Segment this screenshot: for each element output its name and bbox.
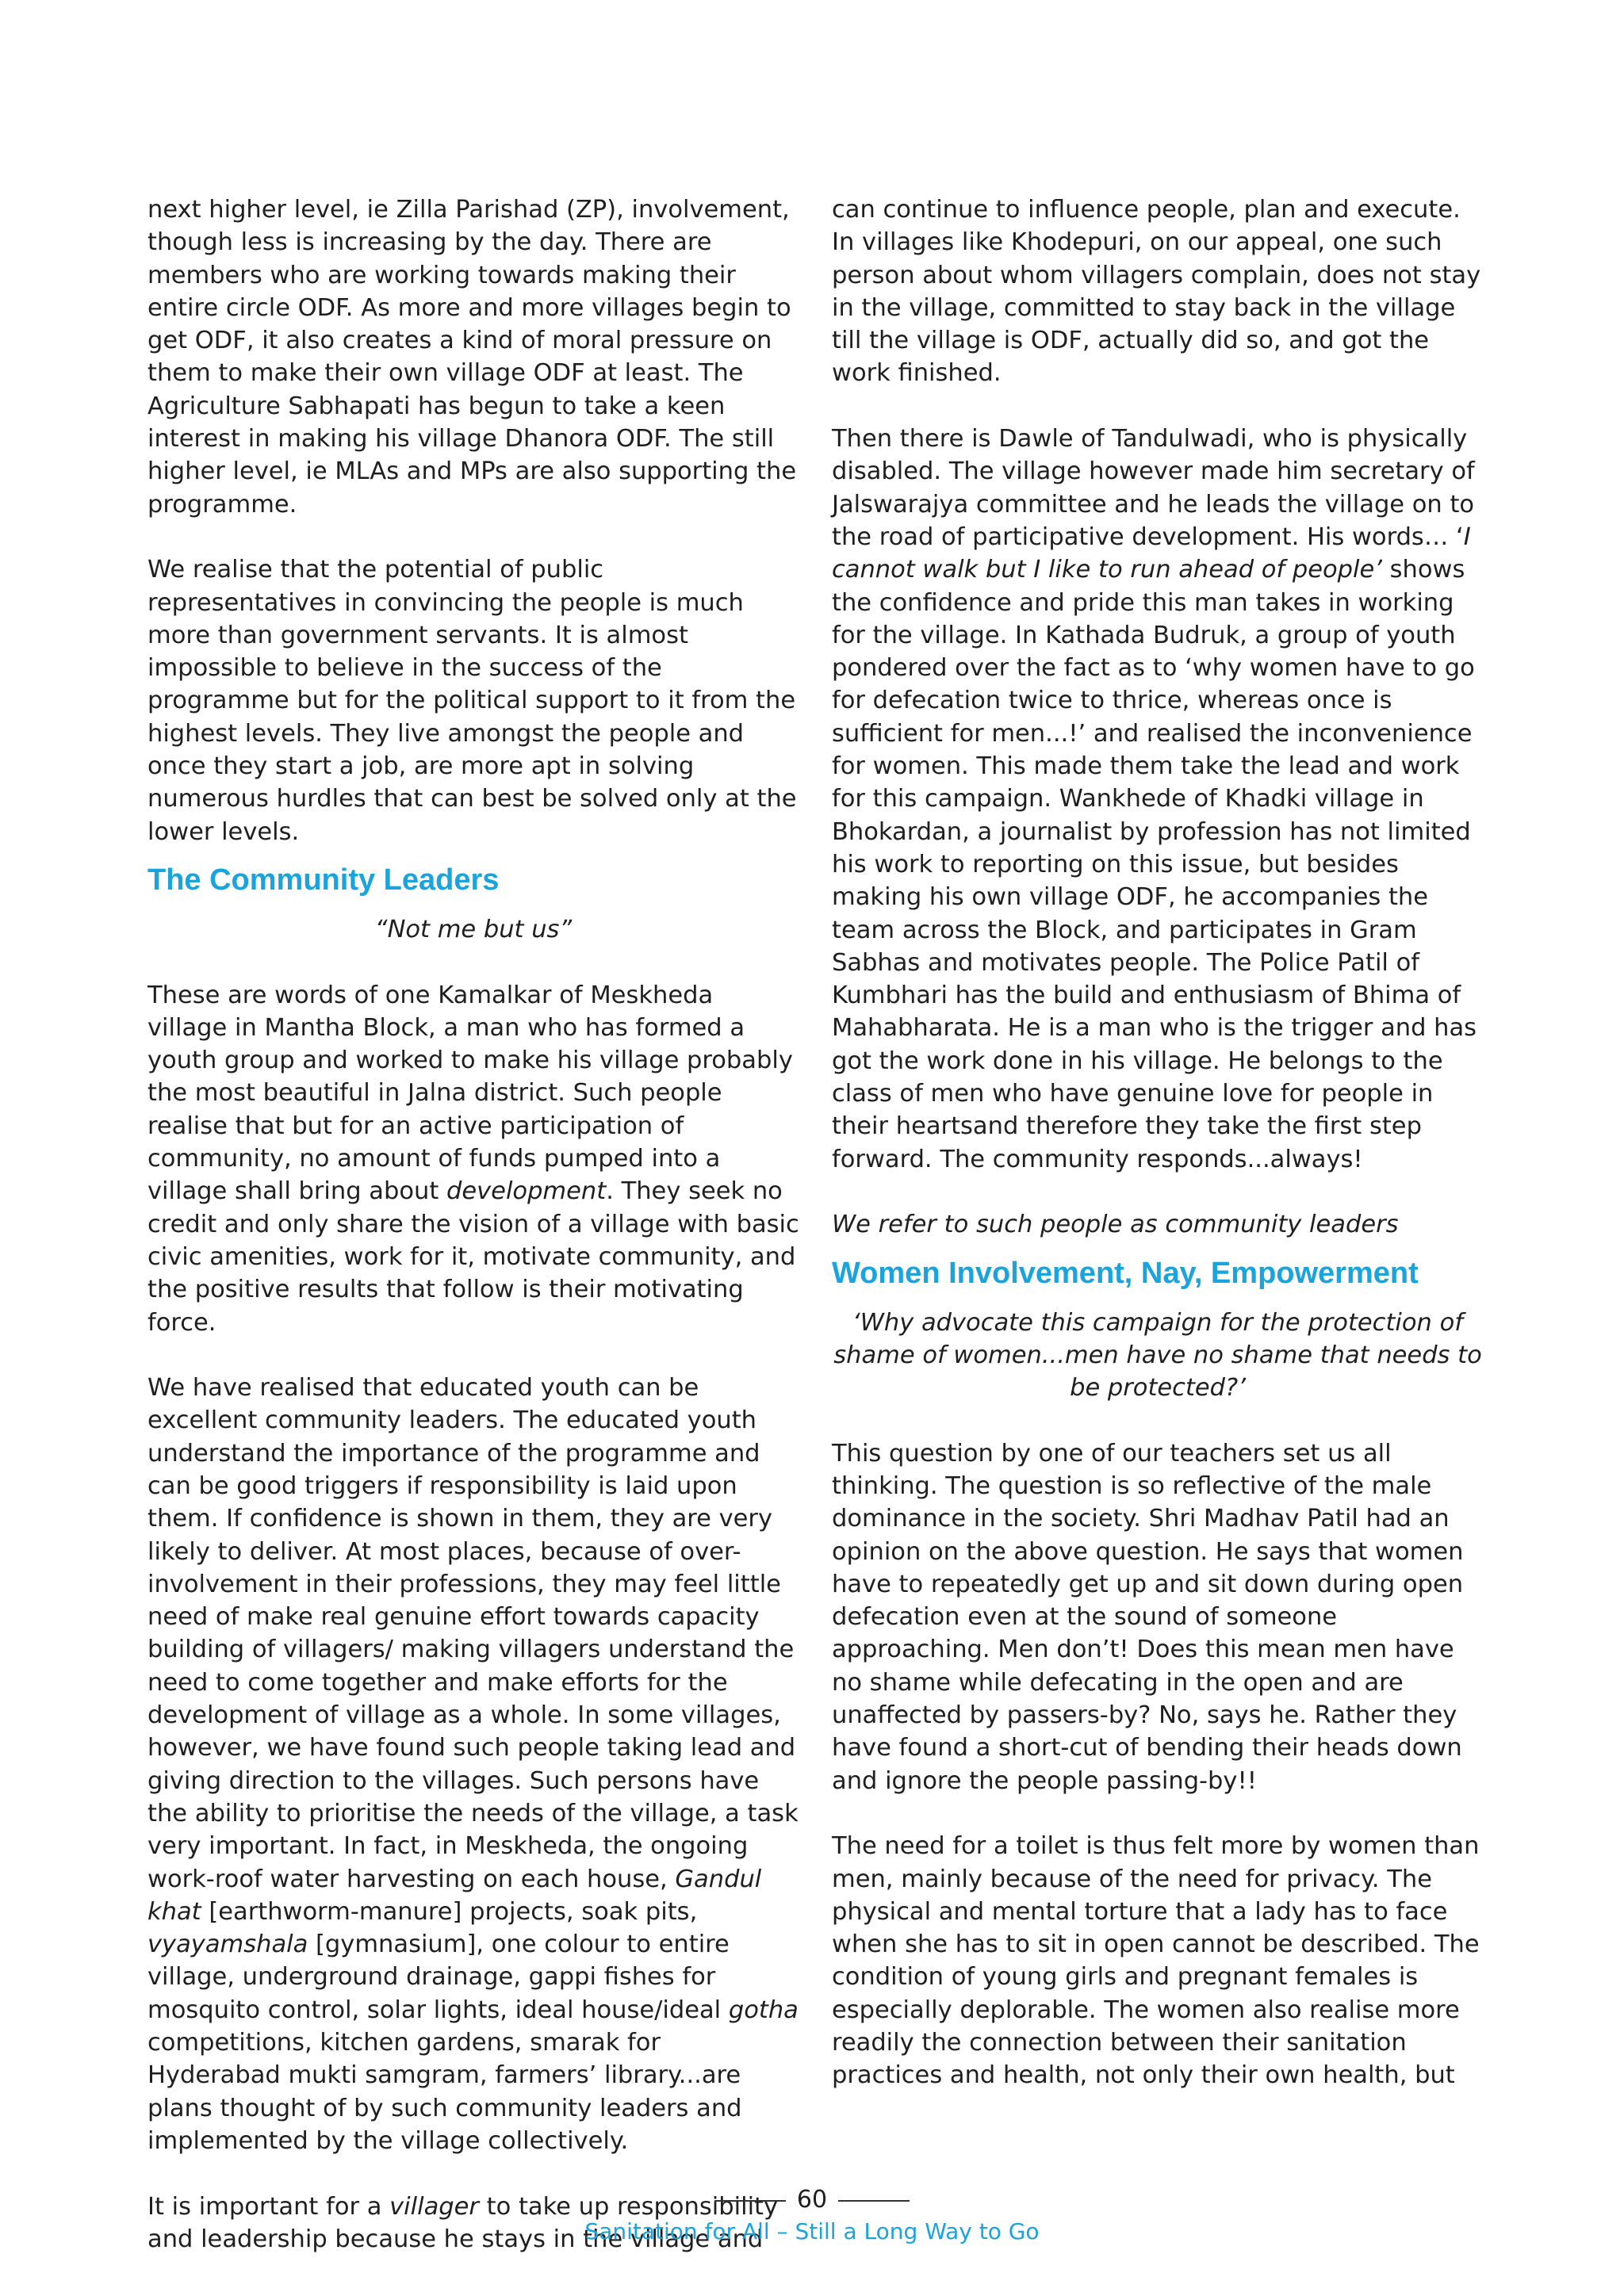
right-paragraph-5: The need for a toilet is thus felt more by women than men, mainly because of the need for privacy. The physical and mental torture that a lady has to face when she has to sit in open cannot be described. The condition of young girls and pregnant females is especially deplorable. The women also realise more readily the connection between their sanitation practices and health, not only their own health, but: [832, 1832, 1480, 2090]
footer-title: Sanitation for All – Still a Long Way to Go: [584, 2218, 1040, 2244]
section-heading-women-involvement: Women Involvement, Nay, Empowerment: [832, 1256, 1419, 1290]
right-column: [832, 193, 1484, 2092]
page-number: 60: [796, 2186, 828, 2214]
left-paragraph-3: These are words of one Kamalkar of Meskheda village in Mantha Block, a man who has formed a youth group and worked to make his village probably the most beautiful in Jalna district. Such people realise that but for an active participation of community, no amount of funds pumped into a village shall bring about development. They seek no credit and only share the vision of a village with basic civic amenities, work for it, motivate community, and the positive results that follow is their motivating force.: [147, 981, 799, 1337]
left-paragraph-4: We have realised that educated youth can be excellent community leaders. The educated youth understand the importance of the programme and can be good triggers if responsibility is laid upon them. If confidence is shown in them, they are very likely to deliver. At most places, because of over-involvement in their professions, they may feel little need of make real genuine effort towards capacity building of villagers/ making villagers understand the need to come together and make efforts for the development of village as a whole. In some villages, however, we have found such people taking lead and giving direction to the villages. Such persons have the ability to prioritise the needs of the village, a task very important. In fact, in Meskheda, the ongoing work-roof water harvesting on each house, Gandul khat [earthworm-manure] projects, soak pits, vyayamshala [gymnasium], one colour to entire village, underground drainage, gappi fishes for mosquito control, solar lights, ideal house/ideal gotha competitions, kitchen gardens, smarak for Hyderabad mukti samgram, farmers’ library...are plans thought of by such community leaders and implemented by the village collectively.: [147, 1374, 799, 2155]
community-leaders-quote: “Not me but us”: [374, 915, 573, 943]
page-number-line: [0, 2184, 1624, 2216]
right-paragraph-1: can continue to influence people, plan and execute. In villages like Khodepuri, on our appeal, one such person about whom villagers complain, does not stay in the village, committed to stay back in the village till the village is ODF, actually did so, and got the work finished.: [832, 196, 1481, 388]
footer-rule-left: [714, 2200, 786, 2202]
left-paragraph-2: We realise that the potential of public representatives in convincing the people is much more than government servants. It is almost impossible to believe in the success of the programme but for the political support to it from the highest levels. They live amongst the people and once they start a job, are more apt in solving numerous hurdles that can best be solved only at the lower levels.: [147, 556, 797, 846]
left-paragraph-5: It is important for a villager to take up responsibility and leadership because he stays in the village and: [147, 2192, 779, 2253]
section-heading-community-leaders: The Community Leaders: [147, 863, 500, 897]
women-involvement-quote: ‘Why advocate this campaign for the protection of shame of women...men have no shame that needs to be protected?’: [833, 1308, 1482, 1402]
left-column: [147, 193, 799, 2256]
right-paragraph-2: Then there is Dawle of Tandulwadi, who is physically disabled. The village however made him secretary of Jalswarajya committee and he leads the village on to the road of participative development. His words… ‘I cannot walk but I like to run ahead of people’ shows the confidence and pride this man takes in working for the village. In Kathada Budruk, a group of youth pondered over the fact as to ‘why women have to go for defecation twice to thrice, whereas once is sufficient for men...!’ and realised the inconvenience for women. This made them take the lead and work for this campaign. Wankhede of Khadki village in Bhokardan, a journalist by profession has not limited his work to reporting on this issue, but besides making his own village ODF, he accompanies the team across the Block, and participates in Gram Sabhas and motivates people. The Police Patil of Kumbhari has the build and enthusiasm of Bhima of Mahabharata. He is a man who is the trigger and has got the work done in his village. He belongs to the class of men who have genuine love for people in their heartsand therefore they take the first step forward. The community responds...always!: [832, 425, 1477, 1173]
left-paragraph-1: next higher level, ie Zilla Parishad (ZP), involvement, though less is increasing by the day. There are members who are working towards making their entire circle ODF. As more and more villages begin to get ODF, it also creates a kind of moral pressure on them to make their own village ODF at least. The Agriculture Sabhapati has begun to take a keen interest in making his village Dhanora ODF. The still higher level, ie MLAs and MPs are also supporting the programme.: [147, 196, 797, 519]
footer-rule-right: [838, 2200, 910, 2202]
right-paragraph-4: This question by one of our teachers set us all thinking. The question is so reflective of the male dominance in the society. Shri Madhav Patil had an opinion on the above question. He says that women have to repeatedly get up and sit down during open defecation even at the sound of someone approaching. Men don’t! Does this mean men have no shame while defecating in the open and are unaffected by passers-by? No, says he. Rather they have found a short-cut of bending their heads down and ignore the people passing-by!!: [832, 1439, 1464, 1795]
right-paragraph-3: We refer to such people as community leaders: [832, 1211, 1399, 1239]
